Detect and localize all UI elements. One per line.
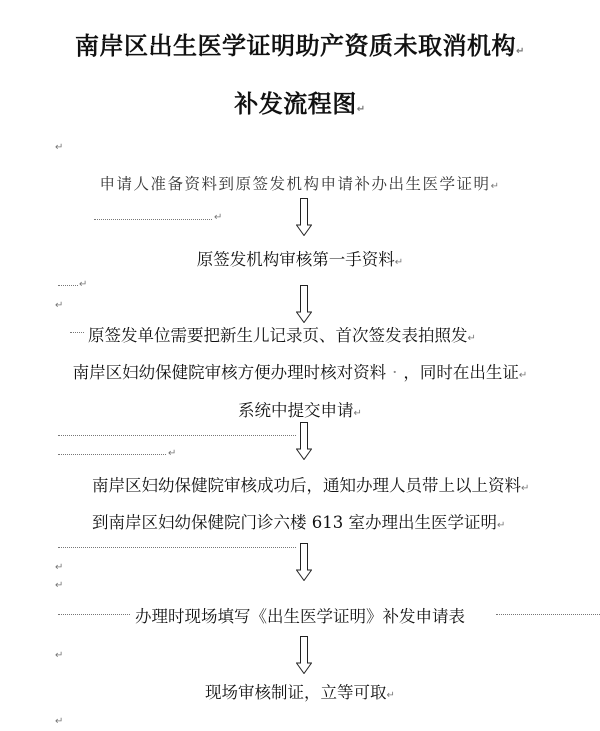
dotted-leader (58, 547, 296, 548)
flow-arrow-down-icon (296, 198, 312, 236)
flow-step-6: 现场审核制证，立等可取↵ (205, 683, 395, 702)
dotted-leader (70, 332, 84, 333)
paragraph-mark: ↵ (55, 580, 64, 591)
flow-step-3-line-3: 系统中提交申请↵ (238, 401, 362, 420)
dotted-leader (58, 454, 166, 455)
flow-step-3-line-1: 原签发单位需要把新生儿记录页、首次签发表拍照发↵ (88, 326, 476, 345)
flow-step-5: 办理时现场填写《出生医学证明》补发申请表 (135, 607, 465, 626)
dotted-leader (58, 435, 296, 436)
document-title-line-2: 补发流程图↵ (234, 89, 366, 118)
paragraph-mark: ↵ (55, 650, 64, 661)
flow-step-4-line-2: 到南岸区妇幼保健院门诊六楼 613 室办理出生医学证明↵ (92, 513, 506, 532)
paragraph-mark: ↵ (55, 716, 64, 727)
dotted-leader (496, 614, 600, 615)
flow-arrow-down-icon (296, 422, 312, 460)
paragraph-mark: ↵ (55, 142, 64, 153)
flow-arrow-down-icon (296, 636, 312, 674)
flow-step-2: 原签发机构审核第一手资料↵ (196, 250, 404, 269)
flow-step-3-line-2: 南岸区妇幼保健院审核方便办理时核对资料 · ，同时在出生证↵ (72, 363, 528, 382)
flow-arrow-down-icon (296, 543, 312, 581)
paragraph-mark: ↵ (55, 562, 64, 573)
paragraph-mark: ↵ (79, 279, 88, 290)
paragraph-mark: ↵ (55, 300, 64, 311)
flow-arrow-down-icon (296, 285, 312, 323)
document-title-line-1: 南岸区出生医学证明助产资质未取消机构↵ (75, 31, 525, 60)
dotted-leader (58, 285, 78, 286)
dotted-leader (58, 614, 130, 615)
flow-step-1: 申请人准备资料到原签发机构申请补办出生医学证明↵ (99, 175, 501, 193)
dotted-leader (94, 219, 212, 220)
paragraph-mark: ↵ (168, 448, 177, 459)
flow-step-4-line-1: 南岸区妇幼保健院审核成功后，通知办理人员带上以上资料↵ (92, 476, 530, 495)
paragraph-mark: ↵ (214, 212, 223, 223)
